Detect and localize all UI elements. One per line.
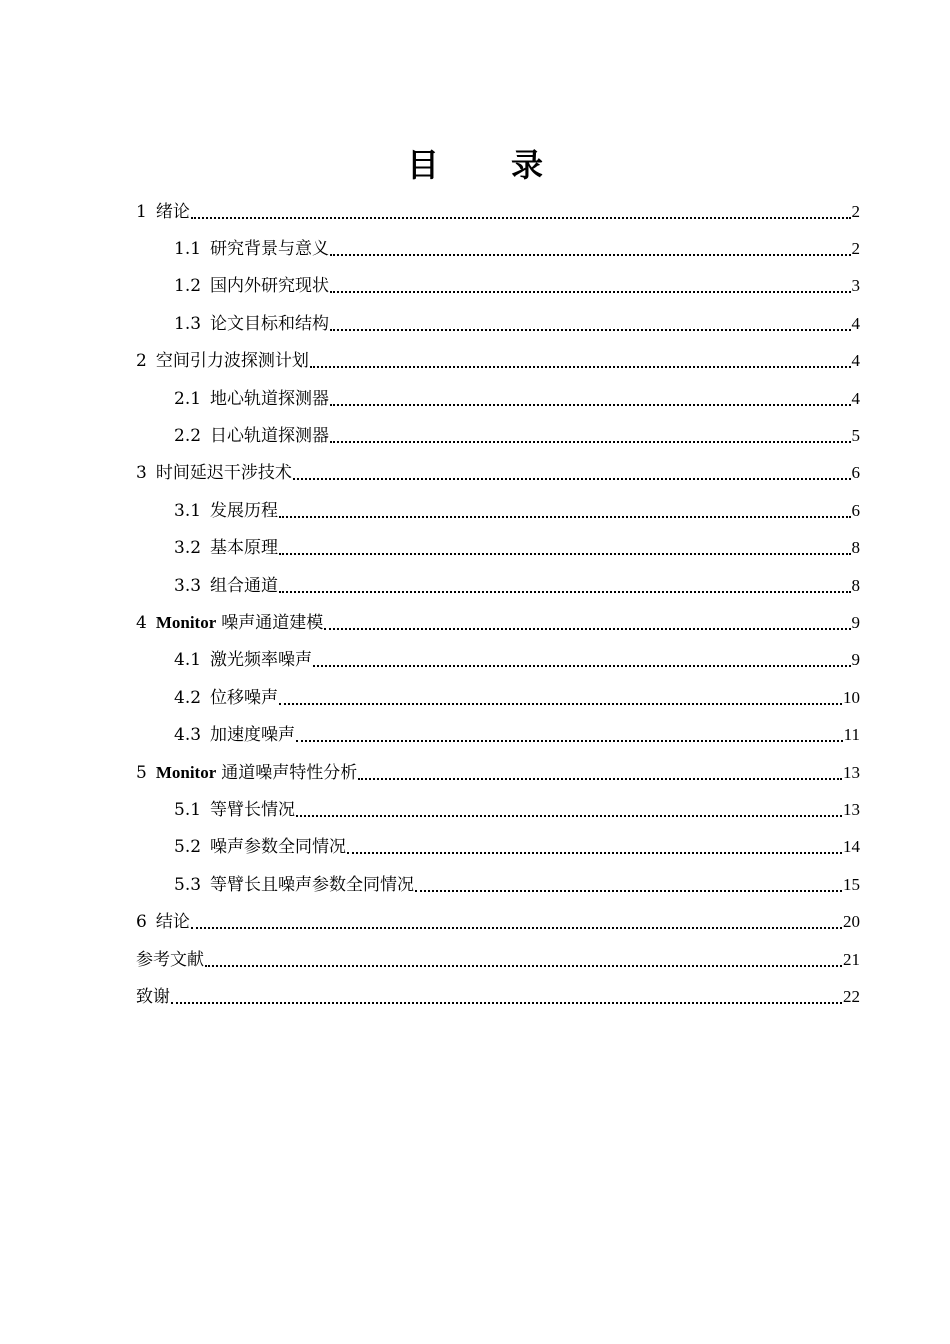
- toc-entry-page: 9: [851, 650, 860, 670]
- dot-leader: [296, 798, 842, 822]
- toc-entry-number: 3: [136, 463, 147, 484]
- toc-entry[interactable]: [136, 193, 860, 230]
- toc-entry-page: 11: [843, 725, 860, 745]
- toc-entry-page: 2: [851, 201, 860, 221]
- toc-entry-number: 5: [136, 762, 147, 783]
- toc-entry-title: 地心轨道探测器: [210, 388, 330, 409]
- dot-leader: [330, 274, 850, 298]
- dot-leader: [330, 387, 850, 411]
- dot-leader: [330, 312, 850, 336]
- toc-entry-page: 2: [851, 239, 860, 259]
- toc-entry[interactable]: [136, 903, 860, 940]
- toc-entry-page: 4: [851, 313, 860, 333]
- toc-entry-page: 8: [851, 575, 860, 595]
- toc-entry-number: 1.2: [174, 276, 202, 297]
- dot-leader: [330, 424, 850, 448]
- toc-entry-english: Monitor: [155, 612, 217, 632]
- toc-entry[interactable]: [136, 417, 860, 454]
- toc-entry-title: 发展历程: [210, 500, 279, 521]
- dot-leader: [330, 237, 850, 261]
- toc-entry-title: 论文目标和结构: [210, 313, 330, 334]
- dot-leader: [191, 200, 851, 224]
- toc-entry-number: 4.2: [174, 687, 202, 708]
- toc-entry[interactable]: [136, 343, 860, 380]
- toc-entry[interactable]: [136, 268, 860, 305]
- dot-leader: [310, 349, 851, 373]
- toc-entry-title: 空间引力波探测计划: [155, 351, 309, 372]
- toc-entry[interactable]: [136, 455, 860, 492]
- toc-entry-page: 9: [851, 612, 860, 632]
- toc-entry-title: 等臂长且噪声参数全同情况: [210, 874, 415, 895]
- toc-entry-page: 20: [843, 912, 860, 932]
- toc-entry[interactable]: [136, 791, 860, 828]
- dot-leader: [279, 499, 850, 523]
- toc-entry-number: 3.2: [174, 538, 202, 559]
- toc-entry-title: 激光频率噪声: [210, 650, 313, 671]
- toc-entry[interactable]: [136, 604, 860, 641]
- toc-entry-page: 8: [851, 538, 860, 558]
- toc-entry-number: 5.1: [174, 799, 202, 820]
- dot-leader: [347, 835, 842, 859]
- toc-entry-title: 噪声参数全同情况: [210, 837, 347, 858]
- toc-entry-page: 5: [851, 426, 860, 446]
- dot-leader: [358, 761, 842, 785]
- toc-entry[interactable]: [136, 679, 860, 716]
- toc-entry-title: 绪论: [155, 201, 190, 222]
- dot-leader: [313, 648, 850, 672]
- toc-entry-title: 位移噪声: [210, 687, 279, 708]
- dot-leader: [191, 910, 842, 934]
- toc-entry-title: 日心轨道探测器: [210, 426, 330, 447]
- toc-entry-title: 组合通道: [210, 575, 279, 596]
- toc-entry-title: 时间延迟干涉技术: [155, 463, 292, 484]
- toc-entry-page: 13: [843, 762, 860, 782]
- toc-entry[interactable]: [136, 567, 860, 604]
- toc-title: [0, 140, 950, 186]
- toc-entry-number: 2: [136, 351, 147, 372]
- dot-leader: [279, 686, 842, 710]
- toc-entry[interactable]: [136, 866, 860, 903]
- toc-entry-number: 1.3: [174, 313, 202, 334]
- toc-entry-page: 22: [843, 986, 860, 1006]
- toc-entry-title: 噪声通道建模: [221, 612, 324, 633]
- toc-entry-page: 4: [851, 351, 860, 371]
- toc-entry[interactable]: [136, 716, 860, 753]
- dot-leader: [324, 611, 850, 635]
- toc-entry[interactable]: [136, 829, 860, 866]
- toc-entry[interactable]: [136, 530, 860, 567]
- toc-entry-page: 14: [843, 837, 860, 857]
- toc-entry[interactable]: [136, 978, 860, 1015]
- toc-entry[interactable]: [136, 380, 860, 417]
- dot-leader: [415, 873, 842, 897]
- table-of-contents: [136, 193, 860, 1016]
- toc-entry-number: 5.3: [174, 874, 202, 895]
- toc-entry-title: 基本原理: [210, 538, 279, 559]
- toc-entry-number: 2.2: [174, 426, 202, 447]
- toc-entry-title: 结论: [155, 912, 190, 933]
- toc-entry-title: 国内外研究现状: [210, 276, 330, 297]
- toc-entry-page: 13: [843, 799, 860, 819]
- toc-entry-number: 4: [136, 612, 147, 633]
- toc-entry-page: 15: [843, 874, 860, 894]
- toc-entry-page: 6: [851, 463, 860, 483]
- toc-entry-number: 3.1: [174, 500, 202, 521]
- toc-entry-title: 致谢: [136, 986, 170, 1007]
- dot-leader: [296, 723, 843, 747]
- toc-entry-number: 3.3: [174, 575, 202, 596]
- toc-entry-number: 2.1: [174, 388, 202, 409]
- toc-entry-title: 加速度噪声: [210, 725, 296, 746]
- toc-entry-title: 研究背景与意义: [210, 239, 330, 260]
- toc-title-char: 目: [406, 146, 439, 184]
- toc-entry-number: 6: [136, 912, 147, 933]
- toc-entry-number: 1: [136, 201, 147, 222]
- toc-entry-page: 6: [851, 500, 860, 520]
- toc-entry[interactable]: [136, 754, 860, 791]
- toc-entry-number: 1.1: [174, 239, 202, 260]
- toc-entry-page: 10: [843, 687, 860, 707]
- toc-entry-english: Monitor: [155, 762, 217, 782]
- toc-entry[interactable]: [136, 230, 860, 267]
- toc-entry[interactable]: [136, 492, 860, 529]
- dot-leader: [205, 948, 842, 972]
- toc-title-char: 录: [511, 146, 544, 184]
- toc-entry-page: 4: [851, 388, 860, 408]
- dot-leader: [171, 985, 842, 1009]
- toc-entry-number: 4.3: [174, 725, 202, 746]
- dot-leader: [279, 536, 850, 560]
- toc-entry-number: 5.2: [174, 837, 202, 858]
- toc-entry-number: 4.1: [174, 650, 202, 671]
- toc-entry[interactable]: [136, 305, 860, 342]
- toc-entry-page: 21: [843, 949, 860, 969]
- toc-entry-title: 通道噪声特性分析: [221, 762, 358, 783]
- toc-entry[interactable]: [136, 941, 860, 978]
- toc-entry-title: 参考文献: [136, 949, 204, 970]
- toc-entry[interactable]: [136, 642, 860, 679]
- dot-leader: [279, 574, 850, 598]
- toc-entry-page: 3: [851, 276, 860, 296]
- toc-entry-title: 等臂长情况: [210, 799, 296, 820]
- dot-leader: [293, 461, 851, 485]
